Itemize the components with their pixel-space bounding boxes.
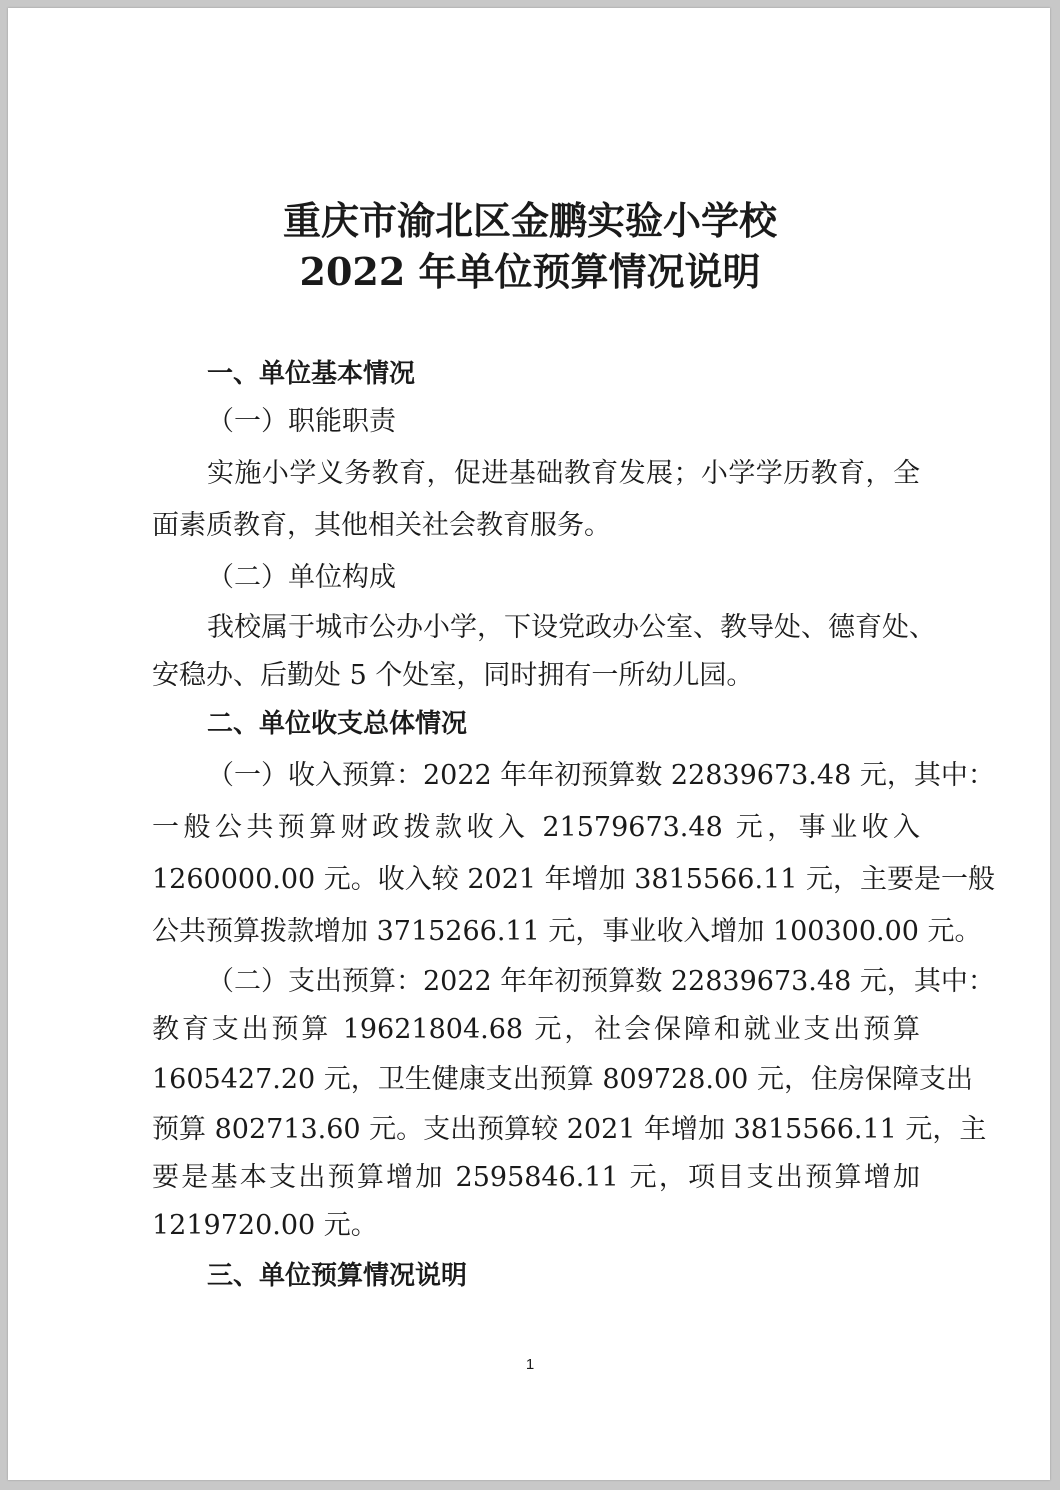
section-heading-1: 一、单位基本情况: [207, 359, 416, 389]
paragraph-line: 一般公共预算财政拨款收入 21579673.48 元，事业收入: [152, 812, 920, 843]
paragraph-line: 安稳办、后勤处 5 个处室，同时拥有一所幼儿园。: [152, 660, 754, 691]
section-heading-2: 二、单位收支总体情况: [207, 709, 468, 739]
paragraph-line: 公共预算拨款增加 3715266.11 元，事业收入增加 100300.00 元。: [152, 916, 982, 947]
subsection-heading: （一）职能职责: [207, 406, 396, 437]
paragraph-line: 1219720.00 元。: [152, 1210, 378, 1241]
page-number: 1: [525, 1356, 535, 1373]
subsection-heading: （二）单位构成: [207, 562, 396, 593]
paragraph-line: （一）收入预算：2022 年年初预算数 22839673.48 元，其中：: [207, 760, 995, 791]
paragraph-line: 我校属于城市公办小学，下设党政办公室、教导处、德育处、: [207, 612, 936, 643]
paragraph-line: 实施小学义务教育，促进基础教育发展；小学学历教育，全: [207, 458, 920, 489]
document-title-line2: 2022 年单位预算情况说明: [299, 249, 761, 294]
paragraph-line: 教育支出预算 19621804.68 元，社会保障和就业支出预算: [152, 1014, 920, 1045]
document-title-line1: 重庆市渝北区金鹏实验小学校: [282, 198, 777, 243]
paragraph-line: 1260000.00 元。收入较 2021 年增加 3815566.11 元，主要是一般: [152, 864, 995, 895]
paragraph-line: 1605427.20 元，卫生健康支出预算 809728.00 元，住房保障支出: [152, 1064, 973, 1095]
paragraph-line: 预算 802713.60 元。支出预算较 2021 年增加 3815566.11 元，主: [152, 1114, 987, 1145]
paragraph-line: 面素质教育，其他相关社会教育服务。: [152, 510, 611, 541]
section-heading-3: 三、单位预算情况说明: [207, 1261, 468, 1291]
paragraph-line: （二）支出预算：2022 年年初预算数 22839673.48 元，其中：: [207, 966, 995, 997]
paragraph-line: 要是基本支出预算增加 2595846.11 元，项目支出预算增加: [152, 1162, 920, 1193]
